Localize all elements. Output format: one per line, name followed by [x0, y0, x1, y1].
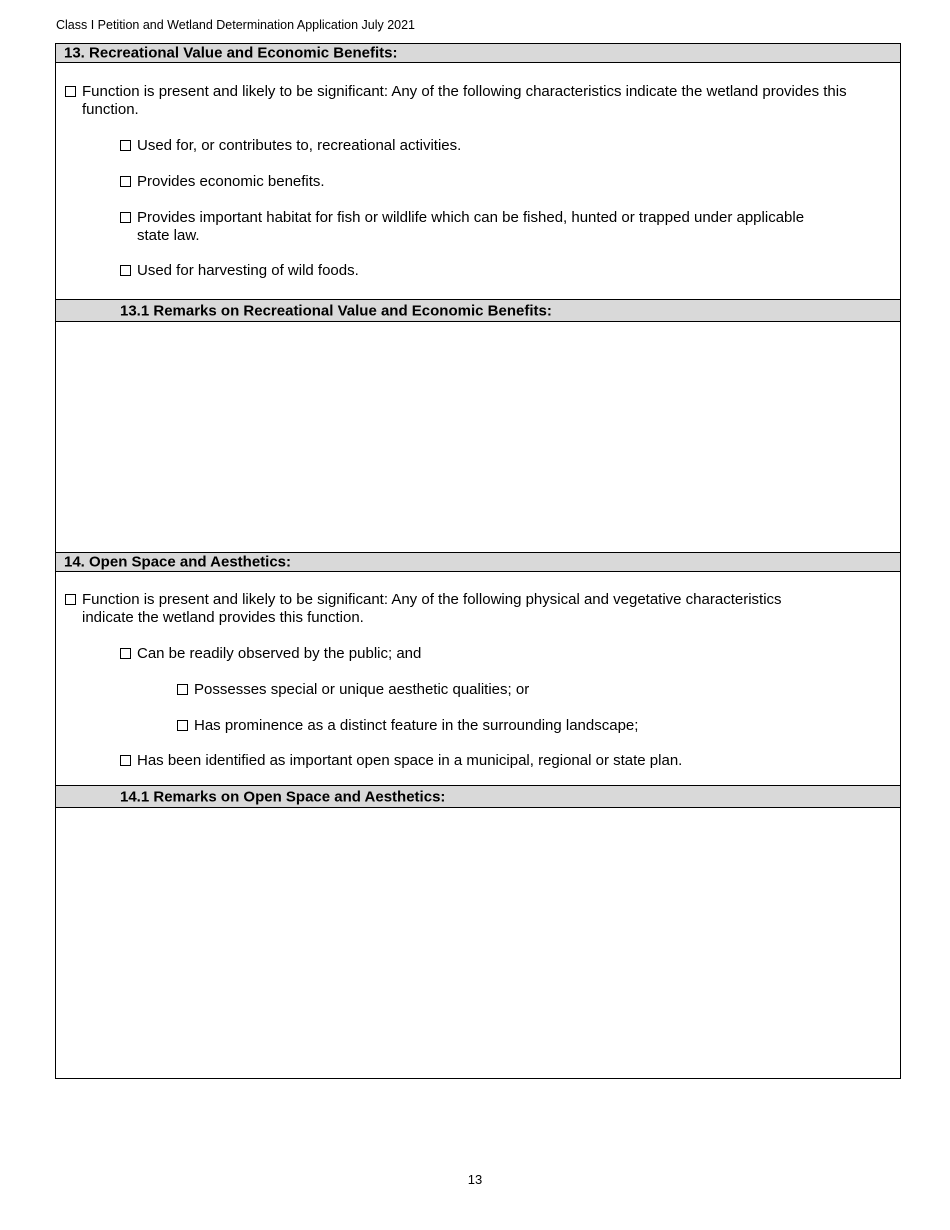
checkbox-13-function-present-label: Function is present and likely to be significant: Any of the following characteristics indicate the wetland provides this function.: [82, 83, 847, 118]
checkbox-icon[interactable]: [120, 648, 131, 659]
checkbox-14-prominence[interactable]: [177, 717, 867, 735]
checkbox-13-wild-foods-label: Used for harvesting of wild foods.: [137, 262, 359, 279]
remarks-14-textarea[interactable]: [56, 808, 900, 1078]
checkbox-icon[interactable]: [177, 684, 188, 695]
checkbox-icon[interactable]: [120, 265, 131, 276]
checkbox-14-function-present[interactable]: [65, 591, 825, 627]
section-14-heading-text: 14. Open Space and Aesthetics:: [64, 553, 292, 571]
checkbox-13-wild-foods[interactable]: [120, 262, 860, 280]
checkbox-14-aesthetic[interactable]: [177, 681, 867, 699]
checkbox-14-open-space-plan-label: Has been identified as important open space in a municipal, regional or state plan.: [137, 752, 683, 769]
checkbox-13-recreational[interactable]: [120, 137, 860, 155]
checkbox-14-public[interactable]: [120, 645, 860, 663]
checkbox-icon[interactable]: [120, 755, 131, 766]
checkbox-icon[interactable]: [120, 140, 131, 151]
section-14-heading: [56, 552, 900, 572]
checkbox-14-open-space-plan[interactable]: [120, 752, 880, 770]
checkbox-13-function-present[interactable]: [65, 83, 865, 119]
remarks-13-heading: [56, 299, 900, 322]
checkbox-14-aesthetic-label: Possesses special or unique aesthetic qualities; or: [194, 681, 530, 698]
checkbox-14-prominence-label: Has prominence as a distinct feature in the surrounding landscape;: [194, 717, 639, 734]
document-header: Class I Petition and Wetland Determination Application July 2021: [56, 18, 416, 32]
checkbox-14-function-present-label: Function is present and likely to be significant: Any of the following physical and vegetative characteristics indicate the wetland provides this function.: [82, 591, 782, 626]
checkbox-icon[interactable]: [65, 594, 76, 605]
checkbox-13-habitat-label: Provides important habitat for fish or wildlife which can be fished, hunted or trapped under applicable state law.: [137, 209, 805, 244]
remarks-13-heading-text: 13.1 Remarks on Recreational Value and Economic Benefits:: [120, 302, 552, 319]
checkbox-13-recreational-label: Used for, or contributes to, recreational activities.: [137, 137, 462, 154]
form-frame: [55, 43, 901, 1079]
remarks-13-textarea[interactable]: [56, 322, 900, 552]
checkbox-13-economic[interactable]: [120, 173, 860, 191]
page-number: 13: [467, 1172, 483, 1187]
checkbox-13-habitat[interactable]: [120, 209, 830, 245]
section-13-heading: [56, 43, 900, 63]
checkbox-icon[interactable]: [120, 176, 131, 187]
remarks-14-heading: [56, 785, 900, 808]
checkbox-icon[interactable]: [120, 212, 131, 223]
checkbox-icon[interactable]: [177, 720, 188, 731]
checkbox-13-economic-label: Provides economic benefits.: [137, 173, 325, 190]
checkbox-icon[interactable]: [65, 86, 76, 97]
section-13-heading-text: 13. Recreational Value and Economic Benefits:: [64, 44, 398, 62]
remarks-14-heading-text: 14.1 Remarks on Open Space and Aesthetics:: [120, 788, 446, 805]
checkbox-14-public-label: Can be readily observed by the public; and: [137, 645, 422, 662]
